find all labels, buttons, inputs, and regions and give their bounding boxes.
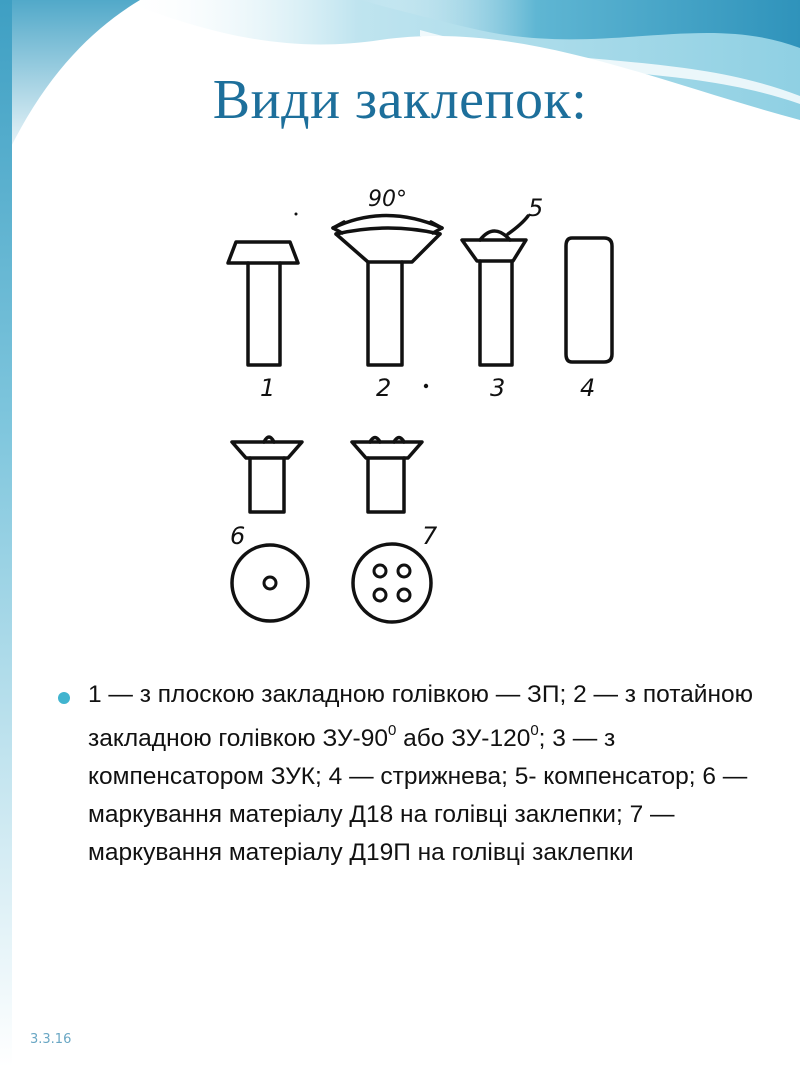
head-top-view-6 [232,545,308,621]
rivet-7-marked-head [352,438,422,513]
leader-5 [508,216,528,234]
rivet-1-flat-head [228,242,298,365]
angle-label: 90° [368,187,407,212]
head-top-view-7-dot-d [398,589,410,601]
caption-superscript-1: 0 [387,722,397,739]
head-top-view-7-dot-a [374,565,386,577]
head-top-view-6-dot [264,577,276,589]
left-accent-bar [0,0,12,1067]
caption-bullet [58,676,758,872]
label-1: 1 [260,374,276,402]
label-2: 2 [376,374,392,402]
label-4: 4 [580,374,596,402]
rivet-3-compensator-head [462,231,526,365]
stray-dot [424,384,428,388]
caption-text [88,676,758,872]
head-top-view-7-dot-b [398,565,410,577]
caption-part-2: або ЗУ-120 [396,725,531,753]
label-6: 6 [230,522,246,550]
footer-date: 3.3.16 [30,1032,72,1047]
caption-superscript-2: 0 [530,722,539,739]
head-top-view-7-dot-c [374,589,386,601]
slide-title: Види заклепок: [212,69,588,131]
bullet-dot-icon [58,692,70,704]
label-7: 7 [422,522,438,550]
rivet-2-countersunk-head [336,228,440,365]
caption-part-1: 1 — з плоскою закладною голівкою — ЗП; 2 — з потайною закладною голівкою ЗУ-90 [88,681,753,753]
rivet-6-marked-head [232,437,302,512]
rivet-4-rod [566,238,612,362]
stray-dot [295,213,298,216]
caption-part-3: ; 3 — з компенсатором ЗУК; 4 — стрижнева; 5- компенсатор; 6 — маркування матеріалу Д18 на голівці заклепки; 7 — маркування матеріалу Д19П на голівці заклепки [88,725,748,867]
head-top-view-7 [353,544,431,622]
label-5: 5 [528,194,544,222]
label-3: 3 [490,374,506,402]
rivet-types-diagram [190,158,630,658]
